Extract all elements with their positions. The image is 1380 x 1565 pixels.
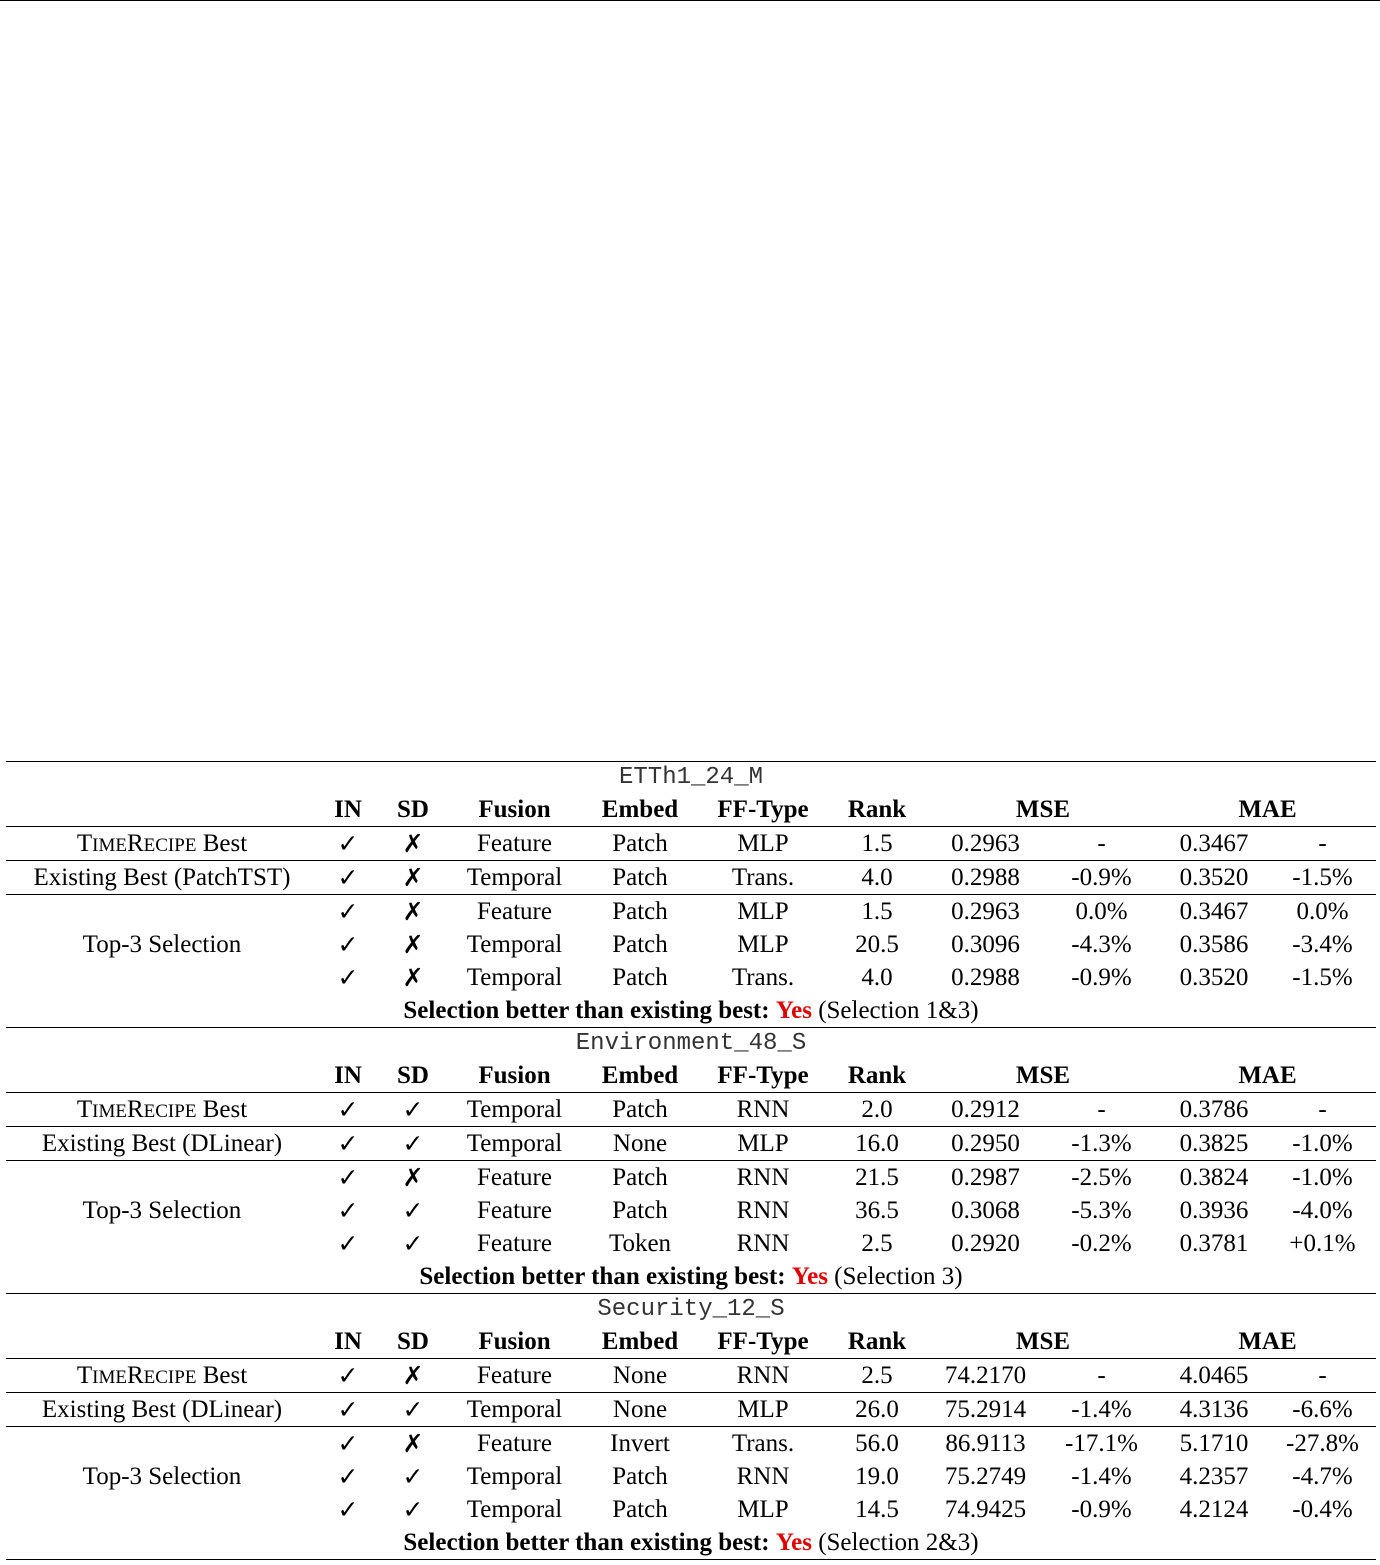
- mae-pct: -4.0%: [1292, 1197, 1353, 1224]
- embed-cell: Patch: [612, 1197, 668, 1224]
- summary-row: [6, 994, 1376, 1028]
- in-mark: ✓: [318, 1427, 378, 1461]
- dataset-row: [6, 762, 1376, 794]
- header-in: IN: [334, 796, 362, 823]
- mse-pct: -1.4%: [1044, 1393, 1159, 1427]
- summary-note: (Selection 3): [834, 1263, 963, 1290]
- table-row: [6, 1127, 1376, 1161]
- in-mark: ✓: [337, 1196, 359, 1225]
- in-mark: ✓: [337, 930, 359, 959]
- in-mark: ✓: [318, 1393, 378, 1427]
- ff-type-cell: RNN: [736, 1463, 790, 1490]
- mse-pct: -: [1044, 1359, 1159, 1393]
- mae-pct: +0.1%: [1289, 1230, 1356, 1257]
- header-rank: Rank: [847, 796, 907, 823]
- mse-value: 0.3068: [951, 1197, 1020, 1224]
- mae-value: 0.3825: [1159, 1127, 1269, 1161]
- in-mark: ✓: [318, 1161, 378, 1195]
- header-sd: SD: [397, 1328, 429, 1355]
- summary-label: Selection better than existing best:: [419, 1263, 786, 1290]
- mae-pct: -3.4%: [1292, 931, 1353, 958]
- mse-value: 75.2914: [927, 1393, 1044, 1427]
- ff-type-cell: Trans.: [699, 1427, 827, 1461]
- fusion-cell: Temporal: [448, 861, 581, 895]
- rank-cell: 21.5: [827, 1161, 927, 1195]
- header-model: [6, 1325, 318, 1359]
- label-part: Best: [196, 830, 248, 857]
- embed-cell: Patch: [612, 1463, 668, 1490]
- sd-mark: ✗: [378, 1359, 448, 1393]
- label-part: ECIPE: [143, 835, 197, 856]
- mse-value: 0.3096: [951, 931, 1020, 958]
- summary-note: (Selection 1&3): [818, 997, 979, 1024]
- ff-type-cell: Trans.: [699, 861, 827, 895]
- mae-value: 4.2124: [1179, 1496, 1249, 1523]
- in-mark: ✓: [337, 1495, 359, 1524]
- sd-mark: ✓: [378, 1393, 448, 1427]
- mae-pct: -1.5%: [1292, 964, 1353, 991]
- embed-cell: None: [581, 1127, 699, 1161]
- table-row: [6, 1093, 1376, 1127]
- header-mae: MAE: [1238, 796, 1297, 823]
- mae-pct: -1.0%: [1269, 1161, 1376, 1195]
- mse-pct: -: [1044, 827, 1159, 861]
- row-label: [6, 1093, 318, 1127]
- sd-mark: ✓: [402, 1229, 424, 1258]
- embed-cell: Patch: [581, 1093, 699, 1127]
- summary-label: Selection better than existing best:: [403, 997, 770, 1024]
- sd-mark: ✓: [378, 1093, 448, 1127]
- mae-value: 0.3781: [1179, 1230, 1249, 1257]
- dataset-name: Security_12_S: [6, 1294, 1376, 1326]
- header-fusion: Fusion: [478, 1328, 551, 1355]
- header-ff-type: FF-Type: [717, 1328, 809, 1355]
- label-part: IME: [92, 1101, 127, 1122]
- label-part: Best: [196, 1096, 248, 1123]
- mse-pct: -5.3%: [1071, 1197, 1132, 1224]
- header-in: IN: [334, 1328, 362, 1355]
- embed-cell: Patch: [612, 931, 668, 958]
- rank-cell: 16.0: [827, 1127, 927, 1161]
- top-rule: [0, 0, 1380, 1]
- table-row: [6, 1359, 1376, 1393]
- fusion-cell: Feature: [477, 1197, 552, 1224]
- sd-mark: ✓: [378, 1127, 448, 1161]
- in-mark: ✓: [337, 963, 359, 992]
- rank-cell: 2.5: [861, 1230, 893, 1257]
- ff-type-cell: Trans.: [731, 964, 795, 991]
- in-mark: ✓: [318, 861, 378, 895]
- mse-pct: -17.1%: [1044, 1427, 1159, 1461]
- header-ff-type: FF-Type: [717, 1062, 809, 1089]
- fusion-cell: Feature: [448, 895, 581, 929]
- mse-value: 0.2920: [951, 1230, 1020, 1257]
- header-rank: Rank: [847, 1062, 907, 1089]
- label-part: T: [76, 1362, 93, 1389]
- dataset-row: [6, 1294, 1376, 1326]
- ff-type-cell: MLP: [737, 1496, 789, 1523]
- ff-type-cell: RNN: [736, 1230, 790, 1257]
- sd-mark: ✗: [378, 1161, 448, 1195]
- mae-pct: -: [1269, 1359, 1376, 1393]
- fusion-cell: Temporal: [448, 1093, 581, 1127]
- mse-pct: -1.3%: [1044, 1127, 1159, 1161]
- mae-value: 0.3467: [1159, 895, 1269, 929]
- header-embed: Embed: [601, 1328, 679, 1355]
- label-part: R: [126, 830, 144, 857]
- rank-cell: 2.5: [827, 1359, 927, 1393]
- mae-pct: 0.0%: [1269, 895, 1376, 929]
- ff-type-cell: MLP: [737, 931, 789, 958]
- mse-value: 0.2988: [951, 964, 1020, 991]
- table-row: [6, 1161, 1376, 1195]
- header-mse: MSE: [1015, 1062, 1071, 1089]
- embed-cell: Patch: [612, 964, 668, 991]
- ff-type-cell: RNN: [736, 1197, 790, 1224]
- in-mark: ✓: [318, 1359, 378, 1393]
- summary-row: [6, 1260, 1376, 1294]
- mae-value: 4.3136: [1159, 1393, 1269, 1427]
- header-ff-type: FF-Type: [717, 796, 809, 823]
- header-sd: SD: [397, 1062, 429, 1089]
- ff-type-cell: MLP: [699, 1127, 827, 1161]
- mae-value: 0.3467: [1159, 827, 1269, 861]
- mae-value: 4.0465: [1159, 1359, 1269, 1393]
- sd-mark: ✗: [378, 1427, 448, 1461]
- in-mark: ✓: [318, 895, 378, 929]
- mae-pct: -: [1269, 827, 1376, 861]
- rank-cell: 20.5: [855, 931, 899, 958]
- mse-value: 0.2950: [927, 1127, 1044, 1161]
- in-mark: ✓: [318, 1127, 378, 1161]
- row-label: [6, 827, 318, 861]
- header-mae: MAE: [1238, 1328, 1297, 1355]
- rank-cell: 4.0: [827, 861, 927, 895]
- header-rank: Rank: [847, 1328, 907, 1355]
- label-part: T: [76, 830, 93, 857]
- summary-cell: [6, 1526, 1376, 1560]
- mse-pct: -1.4%: [1071, 1463, 1132, 1490]
- label-part: IME: [92, 1367, 127, 1388]
- header-model: [6, 793, 318, 827]
- in-mark: ✓: [318, 827, 378, 861]
- embed-cell: Patch: [581, 861, 699, 895]
- summary-note: (Selection 2&3): [818, 1529, 979, 1556]
- fusion-cell: Feature: [448, 1427, 581, 1461]
- summary-answer: Yes: [791, 1263, 828, 1290]
- label-part: IME: [92, 835, 127, 856]
- mae-pct: -0.4%: [1292, 1496, 1353, 1523]
- mse-value: 75.2749: [944, 1463, 1027, 1490]
- embed-cell: None: [581, 1393, 699, 1427]
- mse-pct: -: [1044, 1093, 1159, 1127]
- embed-cell: Token: [608, 1230, 672, 1257]
- mae-value: 0.3586: [1179, 931, 1249, 958]
- label-part: R: [126, 1096, 144, 1123]
- fusion-cell: Feature: [448, 1359, 581, 1393]
- header-embed: Embed: [601, 796, 679, 823]
- fusion-cell: Temporal: [466, 931, 563, 958]
- rank-cell: 14.5: [855, 1496, 899, 1523]
- label-part: ECIPE: [143, 1101, 197, 1122]
- mae-pct: -6.6%: [1269, 1393, 1376, 1427]
- fusion-cell: Temporal: [448, 1393, 581, 1427]
- rank-cell: 36.5: [855, 1197, 899, 1224]
- embed-cell: Patch: [581, 1161, 699, 1195]
- summary-answer: Yes: [775, 1529, 812, 1556]
- row-label: Existing Best (DLinear): [6, 1127, 318, 1161]
- mae-pct: -: [1269, 1093, 1376, 1127]
- in-mark: ✓: [337, 1229, 359, 1258]
- mse-pct: 0.0%: [1044, 895, 1159, 929]
- sd-mark: ✗: [378, 895, 448, 929]
- mae-pct: -1.5%: [1269, 861, 1376, 895]
- summary-cell: [6, 1260, 1376, 1294]
- row-label: Existing Best (DLinear): [6, 1393, 318, 1427]
- mse-value: 74.2170: [927, 1359, 1044, 1393]
- sd-mark: ✗: [378, 861, 448, 895]
- rank-cell: 1.5: [827, 827, 927, 861]
- embed-cell: Patch: [581, 827, 699, 861]
- fusion-cell: Feature: [448, 1161, 581, 1195]
- mae-value: 0.3520: [1159, 861, 1269, 895]
- summary-row: [6, 1526, 1376, 1560]
- mse-value: 0.2963: [927, 895, 1044, 929]
- mse-value: 0.2987: [927, 1161, 1044, 1195]
- mse-value: 0.2912: [927, 1093, 1044, 1127]
- rank-cell: 56.0: [827, 1427, 927, 1461]
- rank-cell: 26.0: [827, 1393, 927, 1427]
- fusion-cell: Temporal: [466, 964, 563, 991]
- mae-value: 0.3824: [1159, 1161, 1269, 1195]
- header-row: [6, 1325, 1376, 1359]
- header-fusion: Fusion: [478, 1062, 551, 1089]
- sd-mark: ✗: [378, 827, 448, 861]
- sd-mark: ✗: [402, 963, 424, 992]
- rank-cell: 4.0: [861, 964, 893, 991]
- dataset-name: Environment_48_S: [6, 1028, 1376, 1060]
- mae-value: 0.3786: [1159, 1093, 1269, 1127]
- ff-type-cell: RNN: [699, 1161, 827, 1195]
- mae-value: 4.2357: [1179, 1463, 1249, 1490]
- embed-cell: Patch: [612, 1496, 668, 1523]
- row-label: Top-3 Selection: [6, 1161, 318, 1261]
- summary-answer: Yes: [775, 997, 812, 1024]
- in-mark: ✓: [318, 1093, 378, 1127]
- summary-cell: [6, 994, 1376, 1028]
- sd-mark: ✓: [402, 1495, 424, 1524]
- fusion-cell: Temporal: [466, 1496, 563, 1523]
- ff-type-cell: RNN: [699, 1093, 827, 1127]
- row-label: Top-3 Selection: [6, 895, 318, 995]
- fusion-cell: Temporal: [466, 1463, 563, 1490]
- table-row: [6, 1393, 1376, 1427]
- mae-value: 5.1710: [1159, 1427, 1269, 1461]
- in-mark: ✓: [337, 1462, 359, 1491]
- embed-cell: Invert: [581, 1427, 699, 1461]
- header-mse: MSE: [1015, 1328, 1071, 1355]
- header-fusion: Fusion: [478, 796, 551, 823]
- label-part: R: [126, 1362, 144, 1389]
- mse-value: 0.2988: [927, 861, 1044, 895]
- summary-label: Selection better than existing best:: [403, 1529, 770, 1556]
- header-in: IN: [334, 1062, 362, 1089]
- results-table: [6, 761, 1376, 1560]
- rank-cell: 1.5: [827, 895, 927, 929]
- mae-value: 0.3936: [1179, 1197, 1249, 1224]
- mae-pct: -4.7%: [1292, 1463, 1353, 1490]
- rank-cell: 2.0: [827, 1093, 927, 1127]
- mse-pct: -2.5%: [1044, 1161, 1159, 1195]
- dataset-row: [6, 1028, 1376, 1060]
- ff-type-cell: MLP: [699, 1393, 827, 1427]
- label-part: Best: [196, 1362, 248, 1389]
- mse-value: 86.9113: [927, 1427, 1044, 1461]
- sd-mark: ✓: [402, 1462, 424, 1491]
- mse-pct: -0.2%: [1071, 1230, 1132, 1257]
- fusion-cell: Temporal: [448, 1127, 581, 1161]
- mse-pct: -0.9%: [1071, 1496, 1132, 1523]
- sd-mark: ✗: [402, 930, 424, 959]
- mae-pct: -1.0%: [1269, 1127, 1376, 1161]
- table-row: [6, 1427, 1376, 1461]
- ff-type-cell: MLP: [699, 895, 827, 929]
- row-label: Existing Best (PatchTST): [6, 861, 318, 895]
- table-row: [6, 895, 1376, 929]
- fusion-cell: Feature: [448, 827, 581, 861]
- dataset-name: ETTh1_24_M: [6, 762, 1376, 794]
- header-mse: MSE: [1015, 796, 1071, 823]
- table-row: [6, 861, 1376, 895]
- mse-pct: -0.9%: [1044, 861, 1159, 895]
- mse-value: 74.9425: [944, 1496, 1027, 1523]
- mae-value: 0.3520: [1179, 964, 1249, 991]
- embed-cell: None: [581, 1359, 699, 1393]
- header-embed: Embed: [601, 1062, 679, 1089]
- mse-value: 0.2963: [927, 827, 1044, 861]
- label-part: ECIPE: [143, 1367, 197, 1388]
- ff-type-cell: MLP: [699, 827, 827, 861]
- mse-pct: -4.3%: [1071, 931, 1132, 958]
- ff-type-cell: RNN: [699, 1359, 827, 1393]
- rank-cell: 19.0: [855, 1463, 899, 1490]
- fusion-cell: Feature: [477, 1230, 552, 1257]
- header-row: [6, 793, 1376, 827]
- mse-pct: -0.9%: [1071, 964, 1132, 991]
- header-sd: SD: [397, 796, 429, 823]
- mae-pct: -27.8%: [1269, 1427, 1376, 1461]
- embed-cell: Patch: [581, 895, 699, 929]
- row-label: Top-3 Selection: [6, 1427, 318, 1527]
- header-model: [6, 1059, 318, 1093]
- label-part: T: [76, 1096, 93, 1123]
- table-row: [6, 827, 1376, 861]
- header-mae: MAE: [1238, 1062, 1297, 1089]
- row-label: [6, 1359, 318, 1393]
- header-row: [6, 1059, 1376, 1093]
- sd-mark: ✓: [402, 1196, 424, 1225]
